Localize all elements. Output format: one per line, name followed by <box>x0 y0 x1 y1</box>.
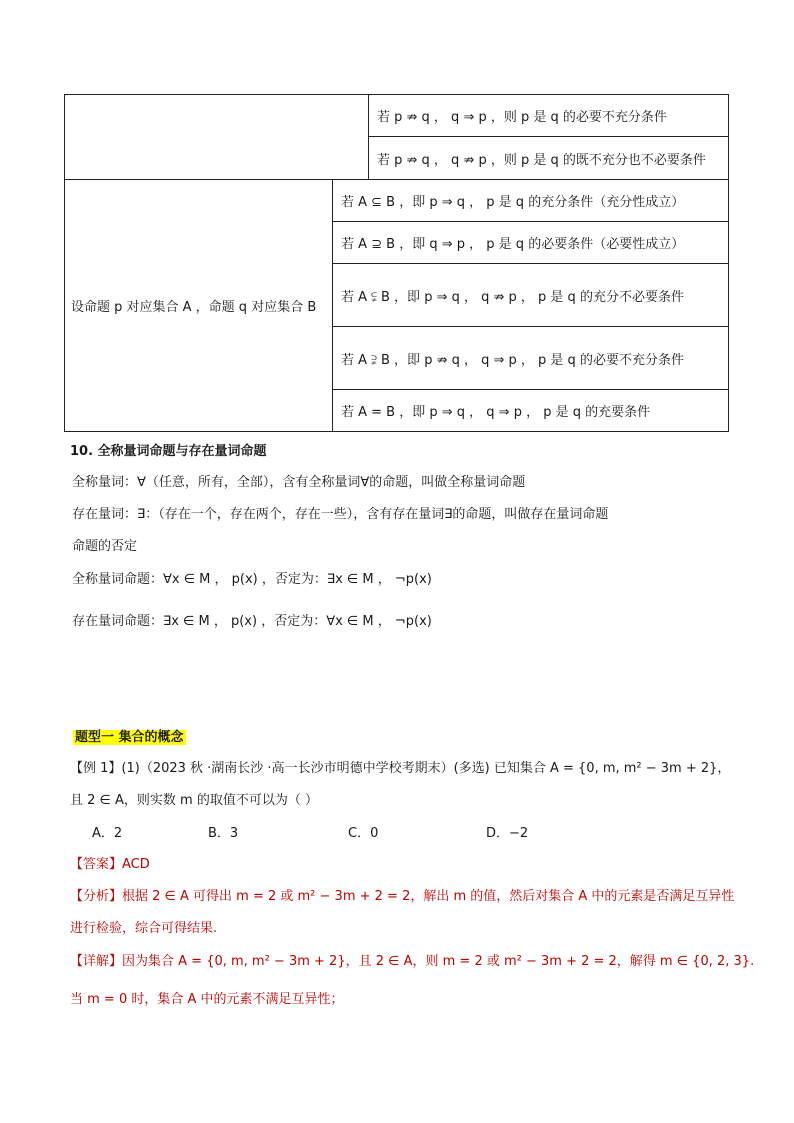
topic-tag <box>73 726 186 745</box>
analysis-continuation: 进行检验，综合可得结果. <box>70 921 218 936</box>
table-cell: 若 A ⫌ B ，即 p ⇏ q ， q ⇒ p ， p 是 q 的必要不充分条件 <box>341 352 684 368</box>
detail-label: 【详解】 <box>70 954 123 969</box>
table-cell: 若 A = B ，即 p ⇒ q ， q ⇒ p ， p 是 q 的充要条件 <box>341 405 651 420</box>
universal-negation-text: 全称量词命题：∀x ∈ M ， p(x) ，否定为：∃x ∈ M ， ¬p(x) <box>72 572 432 587</box>
table-cell: 若 p ⇏ q ， q ⇒ p ，则 p 是 q 的必要不充分条件 <box>377 110 667 125</box>
analysis-label: 【分析】 <box>70 889 123 904</box>
section-heading: 10. 全称量词命题与存在量词命题 <box>70 444 267 459</box>
option-c: C．0 <box>348 826 379 841</box>
existential-quantifier-text: 存在量词：∃：（存在一个，存在两个，存在一些），含有存在量词∃的命题，叫做存在量词命题 <box>72 507 609 522</box>
analysis-text: 根据 2 ∈ A 可得出 m = 2 或 m² − 3m + 2 = 2，解出 m 的值，然后对集合 A 中的元素是否满足互异性 <box>122 889 735 904</box>
existential-negation-text: 存在量词命题：∃x ∈ M ， p(x) ，否定为：∀x ∈ M ， ¬p(x) <box>72 614 432 629</box>
detail-line <box>70 950 754 969</box>
table-cell: 若 A ⊆ B ，即 p ⇒ q ， p 是 q 的充分条件（充分性成立） <box>341 195 685 210</box>
example-question-line: 【例 1】(1)（2023 秋 ·湖南长沙 ·高一长沙市明德中学校考期末）(多选) 已知集合 A = {0, m, m² − 3m + 2}， <box>70 761 731 776</box>
topic-tag-label: 题型一 集合的概念 <box>75 730 184 745</box>
table-cell: 若 A ⫋ B ，即 p ⇒ q ， q ⇏ p ， p 是 q 的充分不必要条件 <box>341 289 684 305</box>
table-cell: 若 p ⇏ q ， q ⇏ p ，则 p 是 q 的既不充分也不必要条件 <box>377 152 706 168</box>
example-question-line: 且 2 ∈ A，则实数 m 的取值不可以为（ ） <box>70 793 318 808</box>
detail-text: 因为集合 A = {0, m, m² − 3m + 2}，且 2 ∈ A，则 m = 2 或 m² − 3m + 2 = 2，解得 m ∈ {0, 2, 3}. <box>122 954 755 969</box>
table-cell: 若 A ⊇ B ，即 q ⇒ p ， p 是 q 的必要条件（必要性成立） <box>341 237 685 252</box>
option-b: B．3 <box>208 826 239 841</box>
answer-label: 【答案】 <box>70 857 123 872</box>
detail-continuation: 当 m = 0 时，集合 A 中的元素不满足互异性； <box>70 992 344 1007</box>
option-a: A．2 <box>92 826 123 841</box>
negation-heading: 命题的否定 <box>72 539 138 554</box>
analysis-line <box>70 885 734 904</box>
table-row-label: 设命题 p 对应集合 A ，命题 q 对应集合 B <box>71 300 317 315</box>
conditions-table <box>64 94 729 432</box>
option-d: D．−2 <box>486 826 529 841</box>
answer-line <box>70 853 150 872</box>
universal-quantifier-text: 全称量词：∀（任意，所有，全部），含有全称量词∀的命题，叫做全称量词命题 <box>72 475 526 490</box>
table-border-bottom <box>64 431 729 432</box>
answer-value: ACD <box>122 857 150 872</box>
